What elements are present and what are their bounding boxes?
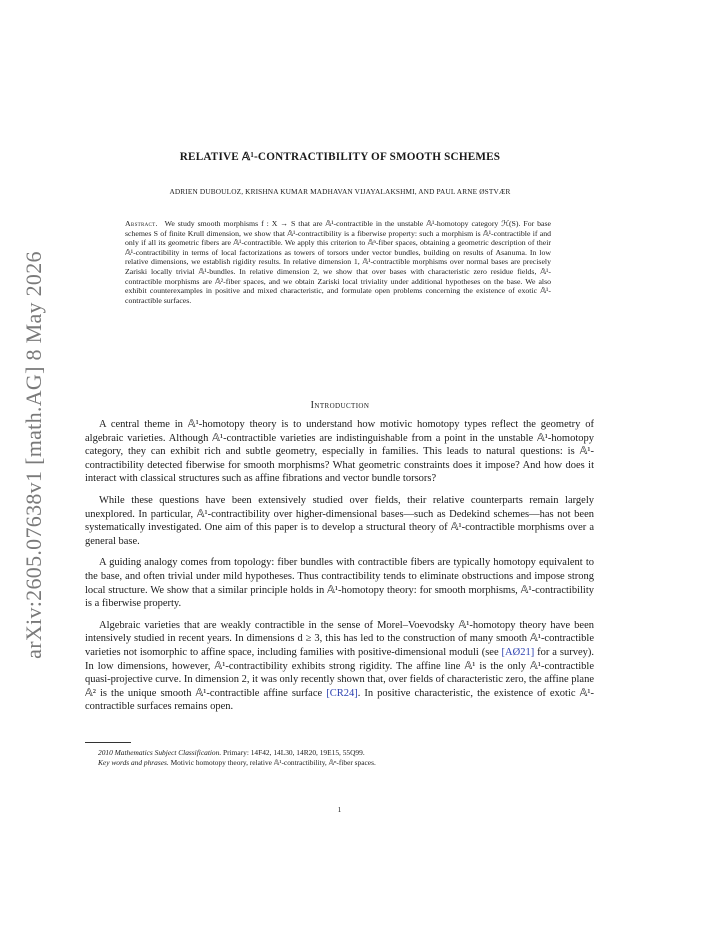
footnote-msc-text: Primary: 14F42, 14L30, 14R20, 19E15, 55Q99. [221, 748, 365, 757]
page-number: 1 [337, 805, 342, 814]
paper-title: RELATIVE 𝔸¹-CONTRACTIBILITY OF SMOOTH SCHEMES [179, 151, 501, 163]
citation-link[interactable]: [CR24] [326, 687, 358, 699]
paragraph [85, 619, 594, 714]
paragraph-text: . In positive characteristic, the existence of exotic 𝔸¹-contractible surfaces remains open. [85, 687, 595, 713]
abstract-text: We study smooth morphisms f : X → S that are 𝔸¹-contractible in the unstable 𝔸¹-homotopy category ℋ(S). For base schemes S of finite Krull dimension, we show that 𝔸¹-contractibility is a fiberwise property: such a morphism is 𝔸¹-contractible if and only if all its geometric fibers are 𝔸¹-contractible. We apply this criterion to 𝔸ⁿ-fiber spaces, obtaining a geometric description of their 𝔸¹-contractibility in terms of local factorizations as towers of torsors under vector bundles, building on results of Asanuma. In low relative dimensions, we establish rigidity results. In relative dimension 1, 𝔸¹-contractible morphisms over normal bases are precisely Zariski locally trivial 𝔸¹-bundles. In relative dimension 2, we show that over bases with characteristic zero residue fields, 𝔸¹-contractible morphisms are 𝔸²-fiber spaces, and we obtain Zariski local triviality under additional hypotheses on the base. We also exhibit counterexamples in positive and mixed characteristic, and formulate open problems concerning the existence of exotic 𝔸¹-contractible surfaces. [125, 219, 552, 305]
footnote-msc-label: 2010 Mathematics Subject Classification. [98, 748, 222, 757]
footnote-divider [85, 742, 131, 743]
introduction-body [85, 418, 594, 722]
footnote-keywords [85, 758, 594, 768]
paragraph-text: for a survey). In low dimensions, however, 𝔸¹-contractibility exhibits strong rigidity. The affine line 𝔸¹ is the only 𝔸¹-contractible quasi-projective curve. In dimension 2, it was only recently shown that, over fields of characteristic zero, the affine plane 𝔸² is the unique smooth 𝔸¹-contractible affine surface [85, 646, 594, 699]
footnote-keywords-text: Motivic homotopy theory, relative 𝔸¹-contractibility, 𝔸ⁿ-fiber spaces. [168, 758, 376, 767]
paper-authors: ADRIEN DUBOULOZ, KRISHNA KUMAR MADHAVAN VIJAYALAKSHMI, AND PAUL ARNE ØSTVÆR [169, 187, 511, 196]
section-heading-introduction: Introduction [310, 400, 370, 411]
footnote-keywords-label: Key words and phrases. [98, 758, 169, 767]
arxiv-id-text: arXiv:2605.07638v1 [math.AG] 8 May 2026 [21, 251, 46, 659]
paragraph-text: Algebraic varieties that are weakly contractible in the sense of Morel–Voevodsky 𝔸¹-homotopy theory have been intensively studied in recent years. In dimensions d ≥ 3, this has led to the construction of many smooth 𝔸¹-contractible varieties not isomorphic to affine space, including families with positive-dimensional moduli (see [85, 619, 594, 658]
arxiv-sidebar-identifier [6, 245, 62, 665]
abstract [125, 219, 551, 305]
paragraph: A central theme in 𝔸¹-homotopy theory is to understand how motivic homotopy types reflect the geometry of algebraic varieties. Although 𝔸¹-contractible varieties are indistinguishable from a point in the unstable 𝔸¹-homotopy category, they can exhibit rich and subtle geometry, especially in families. This leads to natural questions: is 𝔸¹-contractibility detected fiberwise for smooth morphisms? What geometric constraints does it impose? And how does it interact with classical structures such as affine fibrations and vector bundle torsors? [85, 419, 594, 485]
abstract-label: Abstract. [125, 219, 158, 228]
footnote-msc [85, 748, 594, 758]
footnotes [85, 748, 594, 768]
paragraph: A guiding analogy comes from topology: fiber bundles with contractible fibers are typically homotopy equivalent to the base, and often trivial under mild hypotheses. Thus contractibility tends to eliminate obstructions and impose strong local structure. We show that a similar principle holds in 𝔸¹-homotopy theory: for smooth morphisms, 𝔸¹-contractibility is a fiberwise property. [85, 557, 594, 610]
citation-link[interactable]: [AØ21] [501, 646, 535, 658]
paragraph: While these questions have been extensively studied over fields, their relative counterparts remain largely unexplored. In particular, 𝔸¹-contractibility over higher-dimensional bases—such as Dedekind schemes—has not been systematically investigated. One aim of this paper is to develop a structural theory of 𝔸¹-contractible morphisms over a general base. [85, 494, 594, 547]
